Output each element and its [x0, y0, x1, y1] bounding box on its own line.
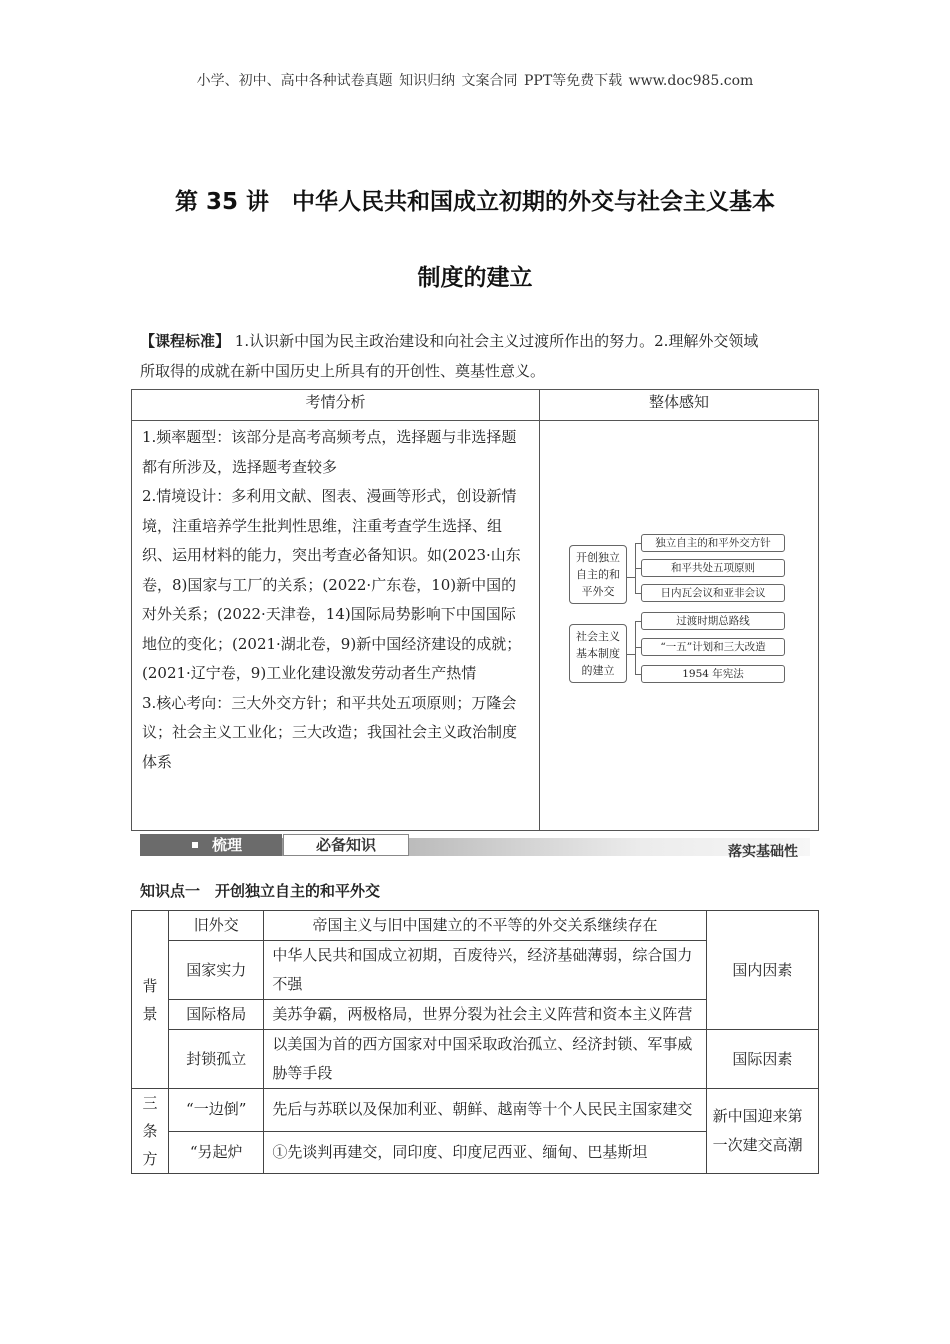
- row-content-world-pattern: 美苏争霸，两极格局，世界分裂为社会主义阵营和资本主义阵营: [264, 1000, 706, 1030]
- concept-diagram: [541, 422, 817, 827]
- standard-label: 【课程标准】: [140, 332, 231, 350]
- analysis-item-1: 1.频率题型：该部分是高考高频考点，选择题与非选择题都有所涉及，选择题考查较多: [142, 428, 517, 476]
- row-content-national-strength: 中华人民共和国成立初期，百废待兴，经济基础薄弱，综合国力不强: [264, 941, 706, 1000]
- knowledge-point-title: 知识点一 开创独立自主的和平外交: [140, 882, 381, 900]
- diagram-group-1: 开创独立自主的和平外交: [569, 545, 627, 604]
- row-label-old-diplomacy: 旧外交: [169, 911, 264, 941]
- row-label-new-start: “另起炉: [169, 1131, 264, 1174]
- exam-analysis-table: [131, 389, 819, 831]
- background-label: 背景: [132, 911, 169, 1089]
- analysis-header: 考情分析: [132, 390, 540, 421]
- policy-result: 新中国迎来第一次建交高潮: [706, 1089, 818, 1174]
- international-factor: 国际因素: [706, 1030, 818, 1089]
- section-tag-knowledge: 必备知识: [283, 834, 409, 856]
- square-icon: [192, 842, 198, 848]
- row-label-blockade: 封锁孤立: [169, 1030, 264, 1089]
- section-bar: [140, 832, 810, 858]
- domestic-factor: 国内因素: [706, 911, 818, 1030]
- analysis-cell: [132, 421, 540, 831]
- diagram-group-2: 社会主义基本制度的建立: [569, 624, 627, 683]
- row-label-lean-one-side: “一边倒”: [169, 1089, 264, 1132]
- diagram-item-general-line: 过渡时期总路线: [641, 612, 785, 630]
- knowledge-table: [131, 910, 819, 1174]
- policy-label: 三条方: [132, 1089, 169, 1174]
- standard-text-1: 1.认识新中国为民主政治建设和向社会主义过渡所作出的努力。2.理解外交领域: [234, 332, 759, 350]
- row-label-national-strength: 国家实力: [169, 941, 264, 1000]
- course-standard: [140, 326, 820, 386]
- section-tag-review-label: 梳理: [212, 836, 243, 854]
- lesson-title-line2: 制度的建立: [417, 265, 533, 291]
- lesson-title-line1: 第 35 讲 中华人民共和国成立初期的外交与社会主义基本: [174, 189, 776, 215]
- row-content-old-diplomacy: 帝国主义与旧中国建立的不平等的外交关系继续存在: [264, 911, 706, 941]
- row-label-world-pattern: 国际格局: [169, 1000, 264, 1030]
- overview-cell: [540, 421, 819, 831]
- diagram-item-five-principles: 和平共处五项原则: [641, 559, 785, 577]
- row-content-new-start: ①先谈判再建交，同印度、印度尼西亚、缅甸、巴基斯坦: [264, 1131, 706, 1174]
- row-content-lean-one-side: 先后与苏联以及保加利亚、朝鲜、越南等十个人民民主国家建交: [264, 1089, 706, 1132]
- standard-text-2: 所取得的成就在新中国历史上所具有的开创性、奠基性意义。: [140, 362, 546, 380]
- diagram-item-foreign-policy: 独立自主的和平外交方针: [641, 534, 785, 552]
- diagram-item-five-year-plan: “一五”计划和三大改造: [641, 638, 785, 656]
- overview-header: 整体感知: [540, 390, 819, 421]
- diagram-item-constitution: 1954 年宪法: [641, 665, 785, 683]
- section-tag-review: [140, 834, 282, 856]
- page-header: 小学、初中、高中各种试卷真题 知识归纳 文案合同 PPT等免费下载 www.doc985.com: [196, 73, 754, 89]
- section-bar-right-label: 落实基础性: [728, 844, 798, 860]
- connector: [627, 577, 635, 578]
- analysis-item-3: 3.核心考向：三大外交方针；和平共处五项原则；万隆会议；社会主义工业化；三大改造；我国社会主义政治制度体系: [142, 693, 518, 771]
- analysis-item-2: 2.情境设计：多利用文献、图表、漫画等形式，创设新情境，注重培养学生批判性思维，注重考查学生选择、组织、运用材料的能力，突出考查必备知识。如(2023·山东卷，8)国家与工厂的关系；(2022·广东卷，10)新中国的对外关系；(2022·天津卷，14)国际局势影响下中国国际地位的变化；(2021·湖北卷，9)新中国经济建设的成就；(2021·辽宁卷，9)工业化建设激发劳动者生产热情: [142, 487, 522, 682]
- connector: [627, 654, 635, 655]
- diagram-item-conferences: 日内瓦会议和亚非会议: [641, 584, 785, 602]
- row-content-blockade: 以美国为首的西方国家对中国采取政治孤立、经济封锁、军事威胁等手段: [264, 1030, 706, 1089]
